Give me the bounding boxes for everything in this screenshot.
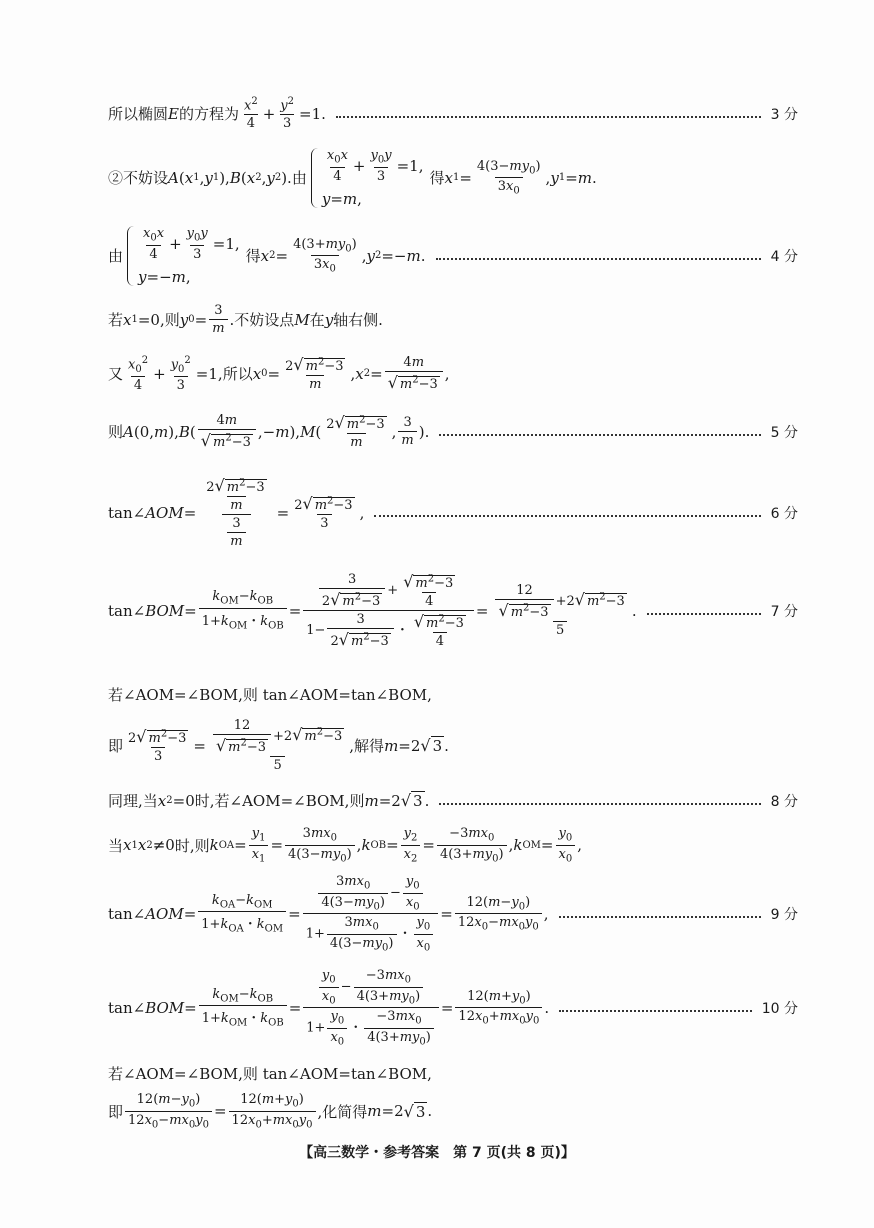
score-mark: 9 分 — [770, 906, 798, 923]
score-mark: 4 分 — [770, 248, 798, 265]
line-tan-bom: tan∠ BOM = $\frac{k_{OM}-k_{OB}}{1+k_{OM}・k_{OB}}$ = $\frac{3}{2√ m^2-3}$ + $\frac{√ m^2-3}{4}$ 1− $\frac{3}{2√ m^2-3}$ ・ $\frac{√ m^2-3}{4}$ = $\frac{12}{√ m^2-3}$ +2√ $m^2-3$ 5 . 7 分 — [108, 572, 798, 649]
score-mark: 6 分 — [770, 505, 798, 522]
score-mark: 7 分 — [770, 603, 798, 620]
score-mark: 8 分 — [770, 793, 798, 810]
line-x2-zero: 同理,当 x 2 =0 时,若∠AOM=∠BOM,则 m =2 √ 3 . 8 分 — [108, 791, 798, 810]
line-simplify-m: 即 $\frac{12(m-y_0)}{12x_0-mx_0y_0}$ = $\frac{12(m+y_0)}{12x_0+mx_0y_0}$ ,化简得 m =2 √ 3 . — [108, 1092, 433, 1131]
line-tan-aom-general: tan∠ AOM = $\frac{k_{OA}-k_{OM}}{1+k_{OA}・k_{OM}}$ = $\frac{3mx_0}{4(3-my_0)}$ − $\frac{y_0}{x_0}$ 1+ $\frac{3mx_0}{4(3-my_0)}$ ・ $\frac{y_0}{x_0}$ = $\frac{12(m-y_0)}{12x_0-mx_0y_0}$ , 9 分 — [108, 874, 798, 954]
line-ellipse-equation: 所以椭圆 E 的方程为 $\frac{x^2}{4}$ + $\frac{y^2}{3}$ =1. 3 分 — [108, 96, 798, 132]
line-equal-tan-2: 若∠AOM=∠BOM,则 tan∠AOM=tan∠BOM, — [108, 1065, 432, 1083]
score-mark: 10 分 — [761, 1000, 798, 1017]
score-mark: 5 分 — [770, 424, 798, 441]
line-point-coordinates: 则 A (0, m ), B ( $\frac{4m}{√ m^2-3}$ ,− m ), M ( $\frac{2√ m^2-3}{m}$ , $\frac{3}{m}$ ). 5 分 — [108, 413, 798, 450]
line-tan-aom: tan∠ AOM = $\frac{\frac{2√ m^2-3}{m}}{\frac{3}{m}}$ = $\frac{2√ m^2-3}{3}$ , 6 分 — [108, 476, 798, 549]
line-assume-points: ②不妨设 A ( x 1 , y 1 ), B ( x 2 , y 2 ). 由 $\frac{x_0x}{4}$ + $\frac{y_0y}{3}$ =1, y = m , 得 x 1 = $\frac{4(3-my_0)}{3x_0}$ , y 1 = m . — [108, 148, 597, 208]
line-solve-x0: 又 $\frac{x_0^2}{4}$ + $\frac{y_0^2}{3}$ =1 ,所以 x 0 = $\frac{2√ m^2-3}{m}$ , x 2 = $\frac{4m}{√ m^2-3}$ , — [108, 355, 450, 393]
line-x1-zero: 若 x 1 =0 ,则 y 0 = $\frac{3}{m}$ .不妨设点 M 在 y 轴右侧. — [108, 303, 383, 336]
line-solve-x2: 由 $\frac{x_0x}{4}$ + $\frac{y_0y}{3}$ =1, y =− m , 得 x 2 = $\frac{4(3+my_0)}{3x_0}$ , y 2 =− m . 4 分 — [108, 226, 798, 286]
line-solve-m: 即 $\frac{2√ m^2-3}{3}$ = $\frac{12}{√ m^2-3}$ +2√ $m^2-3$ 5 ,解得 m =2 √ 3 . — [108, 718, 449, 773]
page-footer: 【高三数学・参考答案 第 7 页(共 8 页)】 — [299, 1145, 575, 1161]
score-mark: 3 分 — [770, 106, 798, 123]
line-equal-tan: 若∠AOM=∠BOM,则 tan∠AOM=tan∠BOM, — [108, 686, 432, 704]
line-slopes: 当 x 1 x 2 ≠0 时,则 k OA = $\frac{y_1}{x_1}$ = $\frac{3mx_0}{4(3-my_0)}$ , k OB = $\frac{y_2}{x_2}$ = $\frac{-3mx_0}{4(3+my_0)}$ , k OM = $\frac{y_0}{x_0}$ , — [108, 826, 583, 865]
line-tan-bom-general: tan∠ BOM = $\frac{k_{OM}-k_{OB}}{1+k_{OM}・k_{OB}}$ = $\frac{y_0}{x_0}$ − $\frac{-3mx_0}{4(3+my_0)}$ 1+ $\frac{y_0}{x_0}$ ・ $\frac{-3mx_0}{4(3+my_0)}$ = $\frac{12(m+y_0)}{12x_0+mx_0y_0}$ . 10 分 — [108, 968, 798, 1048]
